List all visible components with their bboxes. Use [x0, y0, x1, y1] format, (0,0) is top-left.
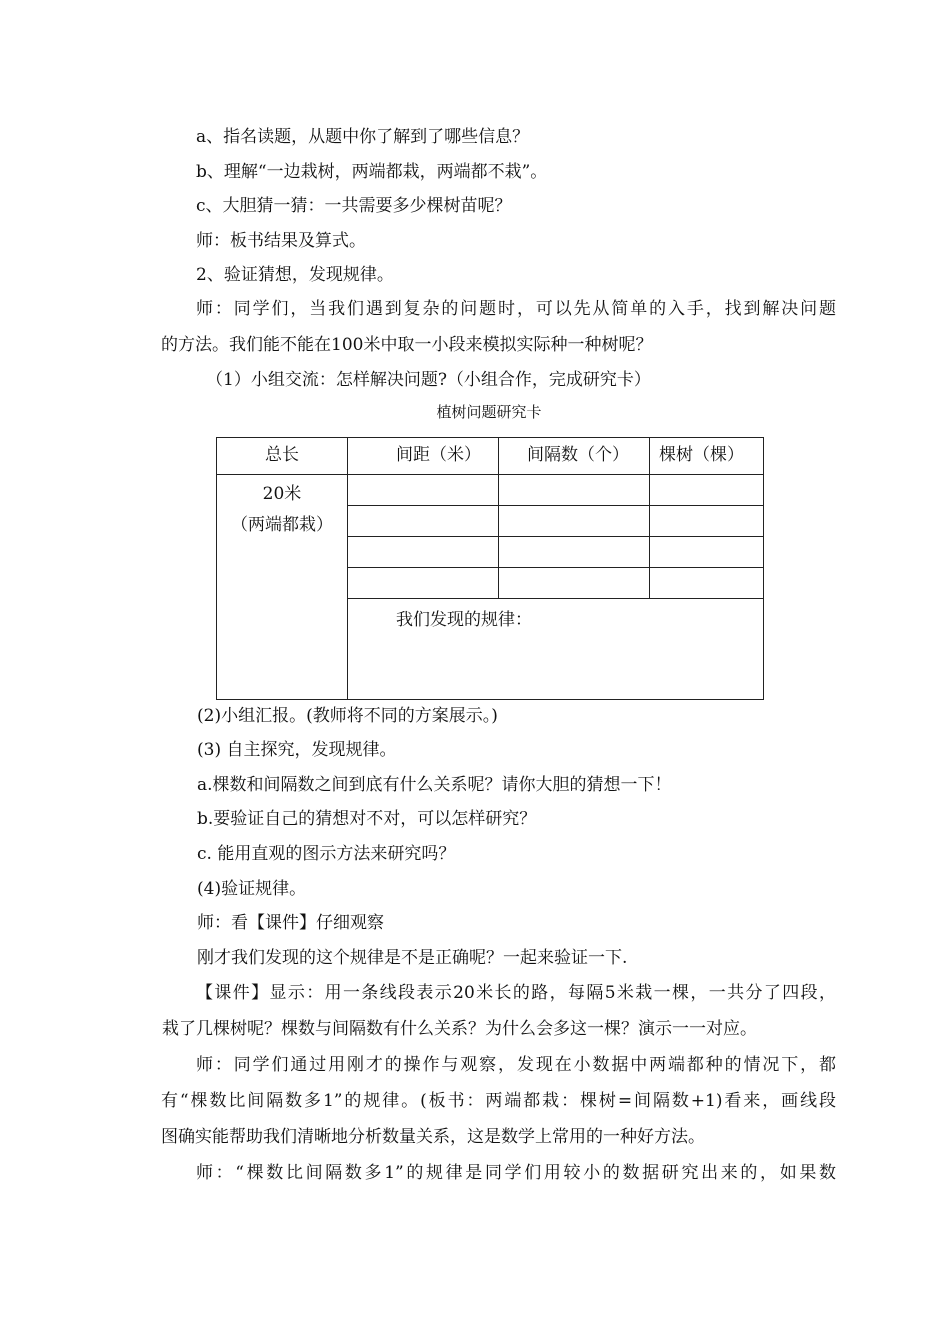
- tree-count-cell[interactable]: [650, 537, 764, 568]
- table-row: [217, 475, 764, 506]
- spacing-cell[interactable]: [348, 506, 499, 537]
- card-title: 植树问题研究卡: [436, 403, 542, 421]
- text-line: a、指名读题，从题中你了解到了哪些信息？: [196, 127, 530, 147]
- header-spacing: 间距（米）: [348, 438, 499, 475]
- interval-count-cell[interactable]: [499, 568, 650, 599]
- text-line: (3) 自主探究，发现规律。: [197, 740, 397, 760]
- rule-cell[interactable]: [348, 599, 764, 700]
- tree-count-cell[interactable]: [650, 568, 764, 599]
- text-line: 【课件】显示：用一条线段表示20米长的路，每隔5米栽一棵，一共分了四段，: [196, 983, 836, 1003]
- text-line: 师：同学们，当我们遇到复杂的问题时，可以先从简单的入手，找到解决问题: [196, 299, 836, 319]
- tree-count-cell[interactable]: [650, 506, 764, 537]
- interval-count-cell[interactable]: [499, 506, 650, 537]
- rule-label: 我们发现的规律：: [396, 610, 532, 630]
- text-line: b.要验证自己的猜想对不对，可以怎样研究？: [197, 809, 537, 829]
- total-length-cell: [217, 475, 348, 700]
- total-length-value: 20米: [262, 484, 302, 504]
- text-line: 图确实能帮助我们清晰地分析数量关系，这是数学上常用的一种好方法。: [161, 1127, 705, 1147]
- text-line: 刚才我们发现的这个规律是不是正确呢？一起来验证一下.: [197, 948, 628, 968]
- text-line: (4)验证规律。: [197, 879, 307, 899]
- research-card-table: [216, 437, 764, 700]
- text-line: (2)小组汇报。(教师将不同的方案展示。): [197, 706, 498, 726]
- interval-count-cell[interactable]: [499, 537, 650, 568]
- header-tree-count: 棵树（棵）: [650, 438, 764, 475]
- header-interval-count: 间隔数（个）: [499, 438, 650, 475]
- spacing-cell[interactable]: [348, 475, 499, 506]
- text-line: 师：“棵数比间隔数多1”的规律是同学们用较小的数据研究出来的，如果数: [196, 1163, 836, 1183]
- table-header-row: [217, 438, 764, 475]
- text-line: 师：看【课件】仔细观察: [197, 913, 384, 933]
- text-line: 栽了几棵树呢？棵数与间隔数有什么关系？为什么会多这一棵？演示一一对应。: [162, 1019, 757, 1039]
- text-line: 的方法。我们能不能在100米中取一小段来模拟实际种一种树呢？: [161, 335, 653, 355]
- header-total-length: 总长: [217, 438, 348, 475]
- text-line: a.棵数和间隔数之间到底有什么关系呢？请你大胆的猜想一下！: [197, 775, 672, 795]
- text-line: 师：板书结果及算式。: [196, 231, 366, 251]
- text-line: 2、验证猜想，发现规律。: [196, 265, 394, 285]
- text-line: c. 能用直观的图示方法来研究吗？: [197, 844, 456, 864]
- text-line: 有“棵数比间隔数多1”的规律。(板书：两端都栽：棵树=间隔数+1)看来，画线段: [161, 1091, 836, 1111]
- total-length-note: （两端都栽）: [231, 515, 333, 535]
- text-line: （1）小组交流：怎样解决问题?（小组合作，完成研究卡）: [206, 370, 651, 390]
- spacing-cell[interactable]: [348, 537, 499, 568]
- interval-count-cell[interactable]: [499, 475, 650, 506]
- text-line: b、理解“一边栽树，两端都栽，两端都不栽”。: [196, 162, 548, 182]
- tree-count-cell[interactable]: [650, 475, 764, 506]
- spacing-cell[interactable]: [348, 568, 499, 599]
- text-line: c、大胆猜一猜：一共需要多少棵树苗呢？: [196, 196, 512, 216]
- text-line: 师：同学们通过用刚才的操作与观察，发现在小数据中两端都种的情况下，都: [196, 1055, 836, 1075]
